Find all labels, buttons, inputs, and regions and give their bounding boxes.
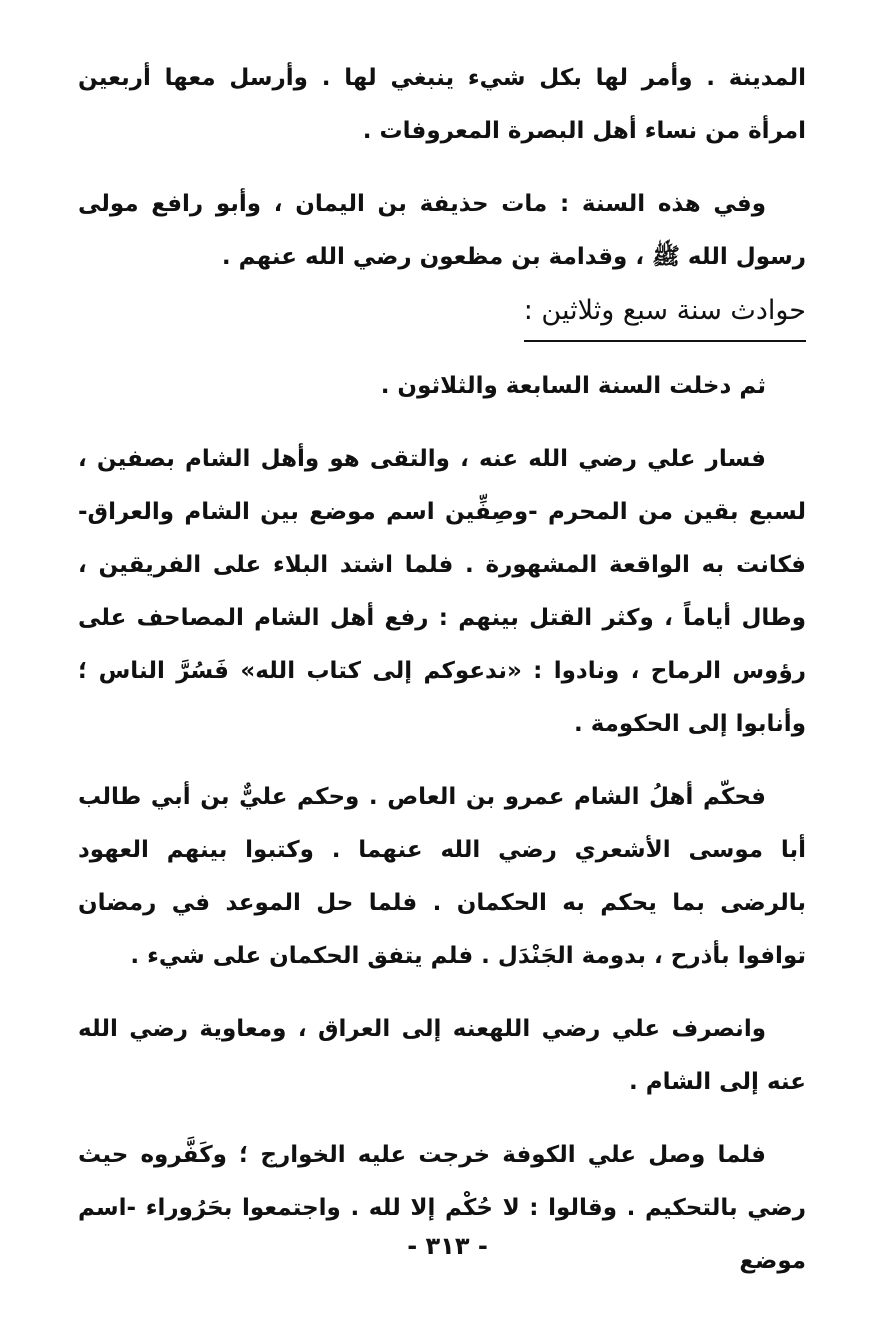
section-heading: حوادث سنة سبع وثلاثين : xyxy=(524,286,806,342)
paragraph-women-of-basra: المدينة . وأمر لها بكل شيء ينبغي لها . وأرسل معها أربعين امرأة من نساء أهل البصرة المعروفات . xyxy=(78,65,806,144)
page-content xyxy=(78,52,806,1288)
paragraph-year-37-begins: ثم دخلت السنة السابعة والثلاثون . xyxy=(380,373,766,399)
paragraph-arbitration: فحكّم أهلُ الشام عمرو بن العاص . وحكم عليٌّ بن أبي طالب أبا موسى الأشعري رضي الله عنهما . وكتبوا بينهم العهود بالرضى بما يحكم به الحكمان . فلما حل الموعد في رمضان توافوا بأذرح ، بدومة الجَنْدَل . فلم يتفق الحكمان على شيء . xyxy=(78,784,806,969)
paragraph-khawarij: فلما وصل علي الكوفة خرجت عليه الخوارج ؛ وكَفَّروه حيث رضي بالتحكيم . وقالوا : لا حُكْم إلا لله . واجتمعوا بحَرُوراء -اسم موضع xyxy=(78,1142,806,1274)
page-number: - ٣١٣ - xyxy=(407,1232,488,1260)
paragraph-departure: وانصرف علي رضي اللهعنه إلى العراق ، ومعاوية رضي الله عنه إلى الشام . xyxy=(78,1016,806,1095)
paragraph-battle-of-siffin: فسار علي رضي الله عنه ، والتقى هو وأهل الشام بصفين ، لسبع بقين من المحرم -وصِفِّين اسم موضع بين الشام والعراق- فكانت به الواقعة المشهورة . فلما اشتد البلاء على الفريقين ، وطال أياماً ، وكثر القتل بينهم : رفع أهل الشام المصاحف على رؤوس الرماح ، ونادوا : «ندعوكم إلى كتاب الله» فَسُرَّ الناس ؛ وأنابوا إلى الحكومة . xyxy=(78,446,806,737)
paragraph-deaths-of-year: وفي هذه السنة : مات حذيفة بن اليمان ، وأبو رافع مولى رسول الله ﷺ ، وقدامة بن مظعون رضي الله عنهم . xyxy=(78,191,806,270)
section-heading-wrapper xyxy=(78,286,806,342)
